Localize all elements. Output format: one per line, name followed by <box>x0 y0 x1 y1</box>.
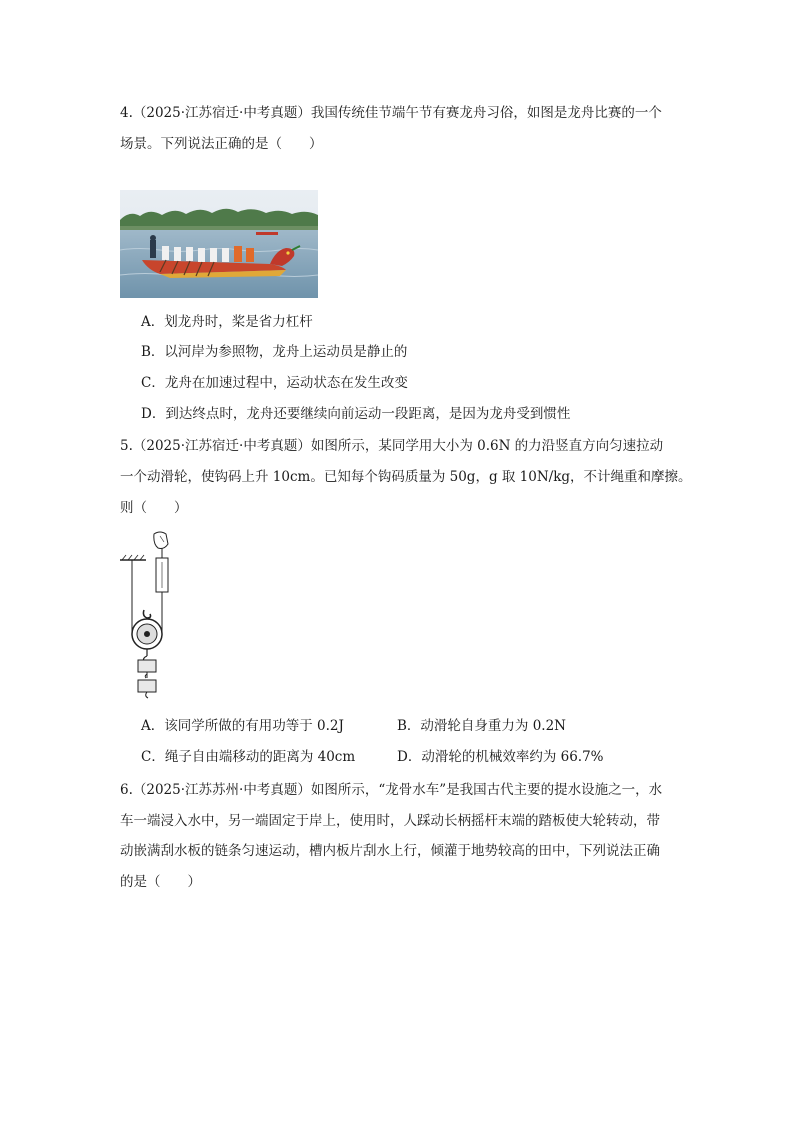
q5-option-d: D．动滑轮的机械效率约为 66.7% <box>397 749 604 765</box>
q5-stem-line-1: 5.（2025·江苏宿迁·中考真题）如图所示，某同学用大小为 0.6N 的力沿竖直方向匀速拉动 <box>120 438 664 454</box>
q4-stem-line-1: 4.（2025·江苏宿迁·中考真题）我国传统佳节端午节有赛龙舟习俗，如图是龙舟比赛的一个 <box>120 105 662 121</box>
q6-stem-line-2: 车一端浸入水中，另一端固定于岸上，使用时，人踩动长柄摇杆末端的踏板使大轮转动，带 <box>120 813 660 829</box>
q5-option-b: B．动滑轮自身重力为 0.2N <box>397 718 566 734</box>
q6-stem-line-4: 的是（ ） <box>120 874 201 890</box>
q5-stem-line-2: 一个动滑轮，使钩码上升 10cm。已知每个钩码质量为 50g，g 取 10N/kg，不计绳重和摩擦。 <box>120 469 692 485</box>
q5-option-c: C．绳子自由端移动的距离为 40cm <box>141 749 356 765</box>
q4-option-b: B．以河岸为参照物，龙舟上运动员是静止的 <box>141 344 408 360</box>
q4-stem-line-2: 场景。下列说法正确的是（ ） <box>120 136 323 152</box>
q5-option-a: A．该同学所做的有用功等于 0.2J <box>141 718 344 734</box>
pulley-diagram <box>118 530 182 700</box>
q6-stem-line-3: 动嵌满刮水板的链条匀速运动，槽内板片刮水上行，倾灌于地势较高的田中，下列说法正确 <box>120 843 660 859</box>
q4-option-d: D．到达终点时，龙舟还要继续向前运动一段距离，是因为龙舟受到惯性 <box>141 406 571 422</box>
dragon-boat-photo <box>120 190 318 298</box>
q6-stem-line-1: 6.（2025·江苏苏州·中考真题）如图所示，“龙骨水车”是我国古代主要的提水设施之一，水 <box>120 782 663 798</box>
q5-stem-line-3: 则（ ） <box>120 500 188 516</box>
q4-option-a: A．划龙舟时，桨是省力杠杆 <box>141 314 313 330</box>
q4-option-c: C．龙舟在加速过程中，运动状态在发生改变 <box>141 375 408 391</box>
